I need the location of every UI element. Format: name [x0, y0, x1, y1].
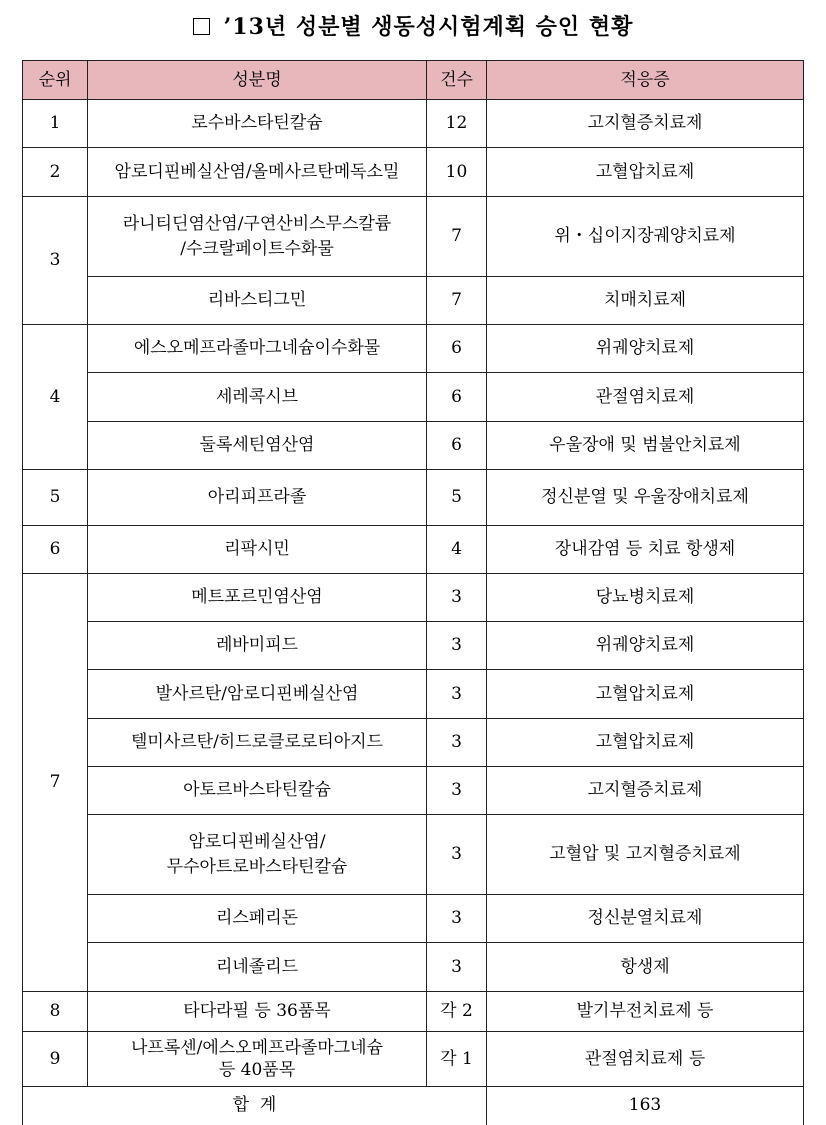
- ingredient-cell: 암로디핀베실산염/올메사르탄메독소밀: [88, 148, 427, 197]
- ingredient-cell: 발사르탄/암로디핀베실산염: [88, 670, 427, 719]
- indication-cell: 발기부전치료제 등: [487, 992, 804, 1032]
- count-cell: 10: [427, 148, 487, 197]
- table-row: [23, 574, 804, 622]
- ingredient-cell: 메트포르민염산염: [88, 574, 427, 622]
- rank-cell: 7: [23, 574, 88, 992]
- table-row: [23, 197, 804, 277]
- count-cell: 3: [427, 670, 487, 719]
- ingredient-cell: 에스오메프라졸마그네슘이수화물: [88, 325, 427, 373]
- header-indication: 적응증: [487, 61, 804, 100]
- ingredient-cell: 세레콕시브: [88, 373, 427, 422]
- count-cell: 7: [427, 277, 487, 325]
- table-row: [23, 148, 804, 197]
- ingredient-cell: 리바스티그민: [88, 277, 427, 325]
- count-cell: 6: [427, 373, 487, 422]
- count-cell: 각 2: [427, 992, 487, 1032]
- rank-cell: 2: [23, 148, 88, 197]
- table-row: [23, 767, 804, 815]
- count-cell: 3: [427, 622, 487, 670]
- indication-cell: 장내감염 등 치료 항생제: [487, 526, 804, 574]
- table-row: [23, 670, 804, 719]
- ingredient-cell: 리스페리돈: [88, 895, 427, 943]
- count-cell: 5: [427, 470, 487, 526]
- rank-cell: 4: [23, 325, 88, 470]
- header-rank: 순위: [23, 61, 88, 100]
- ingredient-cell: 레바미피드: [88, 622, 427, 670]
- ingredient-cell: 아리피프라졸: [88, 470, 427, 526]
- total-row: [23, 1087, 804, 1125]
- checkbox-square-icon: [193, 18, 210, 35]
- ingredient-cell: 아토르바스타틴칼슘: [88, 767, 427, 815]
- table-row: [23, 100, 804, 148]
- ingredient-cell: 리팍시민: [88, 526, 427, 574]
- table-row: [23, 422, 804, 470]
- ingredient-line: /수크랄페이트수화물: [180, 238, 334, 259]
- count-cell: 6: [427, 325, 487, 373]
- indication-cell: 고혈압치료제: [487, 719, 804, 767]
- indication-cell: 관절염치료제 등: [487, 1032, 804, 1087]
- table-row: [23, 815, 804, 895]
- count-cell: 12: [427, 100, 487, 148]
- table-row: [23, 1032, 804, 1087]
- ingredient-line: 암로디핀베실산염/: [188, 831, 326, 852]
- indication-cell: 관절염치료제: [487, 373, 804, 422]
- ingredient-cell: [88, 1032, 427, 1087]
- indication-cell: 정신분열 및 우울장애치료제: [487, 470, 804, 526]
- ingredient-line: 등 40품목: [218, 1060, 296, 1080]
- count-cell: 6: [427, 422, 487, 470]
- indication-cell: 치매치료제: [487, 277, 804, 325]
- indication-cell: 고혈압치료제: [487, 148, 804, 197]
- count-cell: 3: [427, 815, 487, 895]
- table-row: [23, 622, 804, 670]
- indication-cell: 고혈압 및 고지혈증치료제: [487, 815, 804, 895]
- ingredient-line: 무수아트로바스타틴칼슘: [166, 856, 348, 877]
- count-cell: 각 1: [427, 1032, 487, 1087]
- header-row: [23, 61, 804, 100]
- rank-cell: 3: [23, 197, 88, 325]
- indication-cell: 위궤양치료제: [487, 325, 804, 373]
- ingredient-cell: 둘록세틴염산염: [88, 422, 427, 470]
- indication-cell: 고혈압치료제: [487, 670, 804, 719]
- table-row: [23, 943, 804, 992]
- title-text: ’13년 성분별 생동성시험계획 승인 현황: [223, 14, 634, 40]
- ingredient-cell: [88, 197, 427, 277]
- table-row: [23, 895, 804, 943]
- indication-cell: 위궤양치료제: [487, 622, 804, 670]
- count-cell: 7: [427, 197, 487, 277]
- ingredient-cell: 로수바스타틴칼슘: [88, 100, 427, 148]
- table-row: [23, 277, 804, 325]
- header-count: 건수: [427, 61, 487, 100]
- ingredient-line: 라니티딘염산염/구연산비스무스칼륨: [122, 213, 392, 234]
- indication-cell: 항생제: [487, 943, 804, 992]
- ingredient-cell: 타다라필 등 36품목: [88, 992, 427, 1032]
- total-value: 163: [487, 1087, 804, 1125]
- indication-cell: 고지혈증치료제: [487, 100, 804, 148]
- header-ingredient: 성분명: [88, 61, 427, 100]
- table-row: [23, 373, 804, 422]
- rank-cell: 8: [23, 992, 88, 1032]
- count-cell: 4: [427, 526, 487, 574]
- ingredient-cell: 리네졸리드: [88, 943, 427, 992]
- table-row: [23, 719, 804, 767]
- rank-cell: 9: [23, 1032, 88, 1087]
- count-cell: 3: [427, 943, 487, 992]
- indication-cell: 위・십이지장궤양치료제: [487, 197, 804, 277]
- indication-cell: 고지혈증치료제: [487, 767, 804, 815]
- page-title: [0, 12, 826, 42]
- count-cell: 3: [427, 767, 487, 815]
- approval-status-table: [22, 60, 804, 1125]
- table-row: [23, 470, 804, 526]
- count-cell: 3: [427, 719, 487, 767]
- ingredient-line: 나프록센/에스오메프라졸마그네슘: [130, 1038, 384, 1058]
- table-row: [23, 992, 804, 1032]
- count-cell: 3: [427, 895, 487, 943]
- indication-cell: 당뇨병치료제: [487, 574, 804, 622]
- ingredient-cell: [88, 815, 427, 895]
- rank-cell: 1: [23, 100, 88, 148]
- total-label: 합 계: [23, 1087, 487, 1125]
- rank-cell: 5: [23, 470, 88, 526]
- rank-cell: 6: [23, 526, 88, 574]
- table-row: [23, 325, 804, 373]
- count-cell: 3: [427, 574, 487, 622]
- table-row: [23, 526, 804, 574]
- indication-cell: 정신분열치료제: [487, 895, 804, 943]
- ingredient-cell: 텔미사르탄/히드로클로로티아지드: [88, 719, 427, 767]
- indication-cell: 우울장애 및 범불안치료제: [487, 422, 804, 470]
